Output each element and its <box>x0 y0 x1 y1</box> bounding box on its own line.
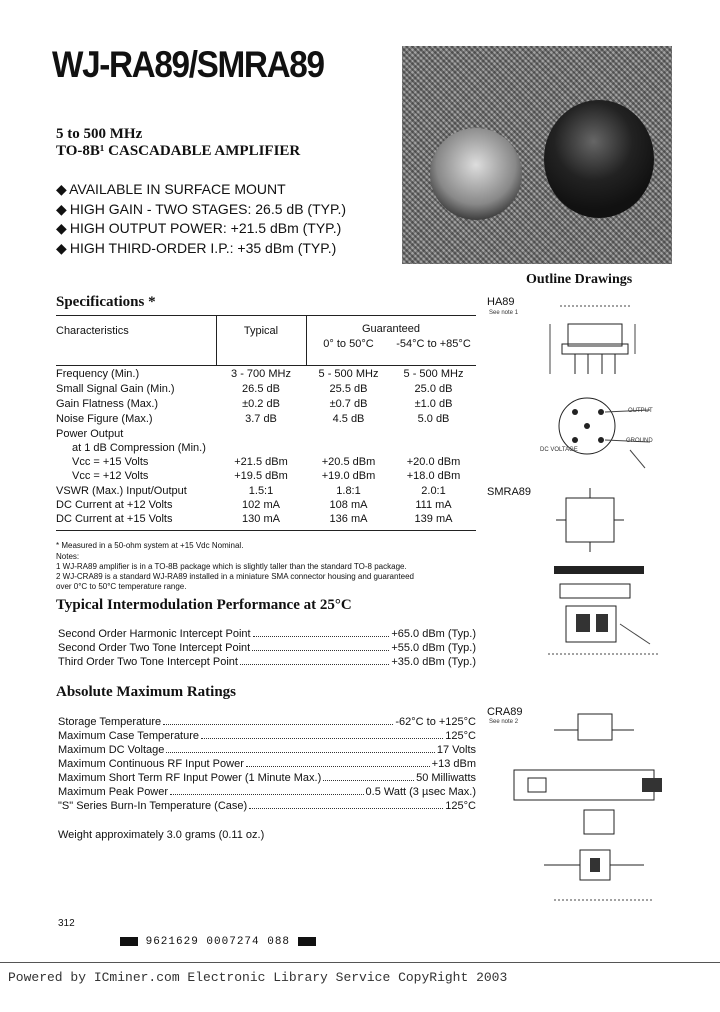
barcode-bar-icon <box>120 937 138 946</box>
spec-guaranteed-1: 4.5 dB <box>332 413 365 425</box>
package-type: TO-8B¹ CASCADABLE AMPLIFIER <box>56 143 301 159</box>
ha89-note: See note 1 <box>489 310 519 316</box>
diamond-bullet-icon: ◆ <box>56 220 67 236</box>
spec-label: VSWR (Max.) Input/Output <box>56 485 187 497</box>
spec-label: Small Signal Gain (Min.) <box>56 383 175 395</box>
page-number: 312 <box>58 918 75 929</box>
spec-typical: ±0.2 dB <box>242 398 280 410</box>
spec-guaranteed-1: 5 - 500 MHz <box>318 368 379 380</box>
spec-guaranteed-2: 111 mA <box>415 499 452 511</box>
cra89-note: See note 2 <box>489 719 519 725</box>
absmax-row: Maximum DC Voltage 17 Volts <box>58 744 476 756</box>
spec-label: DC Current at +15 Volts <box>56 513 173 525</box>
spec-guaranteed-2: 5.0 dB <box>417 413 450 425</box>
ha89-side-drawing <box>540 294 680 384</box>
spec-typical: 102 mA <box>242 499 280 511</box>
spec-guaranteed-1: +19.0 dBm <box>321 470 376 482</box>
spec-label: Vcc = +15 Volts <box>72 456 149 468</box>
footnote: over 0°C to 50°C temperature range. <box>56 582 187 591</box>
spec-guaranteed-1: 108 mA <box>329 499 368 511</box>
ha89-bottom-drawing <box>535 390 685 470</box>
spec-guaranteed-2: ±1.0 dB <box>414 398 453 410</box>
pin-ground-label: GROUND <box>626 438 653 444</box>
intermod-row: Third Order Two Tone Intercept Point +35.0 dBm (Typ.) <box>58 656 476 668</box>
footer-divider <box>0 962 720 963</box>
spec-guaranteed-2: +20.0 dBm <box>406 456 461 468</box>
column-header-range2: -54°C to +85°C <box>396 338 471 350</box>
spec-label: Vcc = +12 Volts <box>72 470 149 482</box>
spec-guaranteed-2: +18.0 dBm <box>406 470 461 482</box>
weight-note: Weight approximately 3.0 grams (0.11 oz.) <box>58 829 265 841</box>
absmax-row: "S" Series Burn-In Temperature (Case) 125°C <box>58 800 476 812</box>
absmax-row: Maximum Case Temperature 125°C <box>58 730 476 742</box>
column-divider <box>216 315 217 365</box>
product-title: WJ-RA89/SMRA89 <box>52 44 324 85</box>
absmax-row: Maximum Short Term RF Input Power (1 Minute Max.) 50 Milliwatts <box>58 772 476 784</box>
column-header-range1: 0° to 50°C <box>323 338 374 350</box>
intermod-row: Second Order Harmonic Intercept Point +65.0 dBm (Typ.) <box>58 628 476 640</box>
spec-guaranteed-1: ±0.7 dB <box>329 398 368 410</box>
spec-guaranteed-1: +20.5 dBm <box>321 456 376 468</box>
spec-label: DC Current at +12 Volts <box>56 499 173 511</box>
ha89-label: HA89 <box>487 296 515 308</box>
spec-guaranteed-1: 25.5 dB <box>329 383 368 395</box>
diamond-bullet-icon: ◆ <box>56 240 67 256</box>
divider <box>56 315 476 316</box>
spec-guaranteed-1: 136 mA <box>329 513 368 525</box>
absmax-row: Storage Temperature -62°C to +125°C <box>58 716 476 728</box>
spec-typical: 3.7 dB <box>245 413 277 425</box>
column-header-typical: Typical <box>243 325 279 337</box>
spec-typical: 1.5:1 <box>248 485 274 497</box>
smra89-label: SMRA89 <box>487 486 532 498</box>
feature-item: ◆ HIGH OUTPUT POWER: +21.5 dBm (TYP.) <box>56 220 342 236</box>
spec-label: at 1 dB Compression (Min.) <box>72 442 206 454</box>
divider <box>56 365 476 366</box>
diamond-bullet-icon: ◆ <box>56 181 67 197</box>
footer-copyright: Powered by ICminer.com Electronic Library Service CopyRight 2003 <box>8 970 508 985</box>
spec-guaranteed-2: 5 - 500 MHz <box>403 368 464 380</box>
cra89-label: CRA89 <box>487 706 523 718</box>
intermod-heading: Typical Intermodulation Performance at 25°C <box>56 597 352 613</box>
spec-guaranteed-2: 2.0:1 <box>421 485 446 497</box>
spec-guaranteed-2: 139 mA <box>414 513 453 525</box>
footnote: Notes: <box>56 552 80 561</box>
feature-item: ◆ AVAILABLE IN SURFACE MOUNT <box>56 181 286 197</box>
intermod-row: Second Order Two Tone Intercept Point +55.0 dBm (Typ.) <box>58 642 476 654</box>
spec-typical: 130 mA <box>242 513 280 525</box>
spec-typical: +19.5 dBm <box>234 470 288 482</box>
spec-label: Frequency (Min.) <box>56 368 140 380</box>
pin-output-label: OUTPUT <box>628 408 653 414</box>
column-header-guaranteed: Guaranteed <box>361 323 421 335</box>
footnote: 2 WJ-CRA89 is a standard WJ-RA89 installed in a miniature SMA connector housing and guaranteed <box>56 572 414 581</box>
barcode-bar-icon <box>298 937 316 946</box>
spec-typical: 26.5 dB <box>242 383 280 395</box>
feature-item: ◆ HIGH THIRD-ORDER I.P.: +35 dBm (TYP.) <box>56 240 337 256</box>
specifications-heading: Specifications * <box>56 294 156 310</box>
barcode: 9621629 0007274 088 <box>120 936 316 948</box>
absmax-row: Maximum Continuous RF Input Power +13 dBm <box>58 758 476 770</box>
feature-item: ◆ HIGH GAIN - TWO STAGES: 26.5 dB (TYP.) <box>56 201 347 217</box>
spec-label: Power Output <box>56 428 124 440</box>
footnote: 1 WJ-RA89 amplifier is in a TO-8B package which is slightly taller than the standard TO-8 package. <box>56 562 407 571</box>
absmax-row: Maximum Peak Power 0.5 Watt (3 µsec Max.) <box>58 786 476 798</box>
outline-drawings-heading: Outline Drawings <box>526 272 633 287</box>
absmax-heading: Absolute Maximum Ratings <box>56 684 237 700</box>
amplifier-can-open-image <box>430 128 522 220</box>
footnote: * Measured in a 50-ohm system at +15 Vdc Nominal. <box>56 541 244 550</box>
frequency-range: 5 to 500 MHz <box>56 126 143 142</box>
spec-guaranteed-2: 25.0 dB <box>414 383 453 395</box>
spec-typical: +21.5 dBm <box>234 456 288 468</box>
column-header-characteristics: Characteristics <box>56 325 129 337</box>
divider <box>56 530 476 531</box>
diamond-bullet-icon: ◆ <box>56 201 67 217</box>
spec-label: Gain Flatness (Max.) <box>56 398 159 410</box>
spec-typical: 3 - 700 MHz <box>231 368 291 380</box>
spec-label: Noise Figure (Max.) <box>56 413 153 425</box>
pin-dc-label: DC VOLTAGE <box>540 447 578 453</box>
amplifier-can-closed-image <box>544 100 654 218</box>
cra89-drawing <box>494 700 694 910</box>
spec-guaranteed-1: 1.8:1 <box>336 485 361 497</box>
smra89-drawing <box>540 484 680 664</box>
